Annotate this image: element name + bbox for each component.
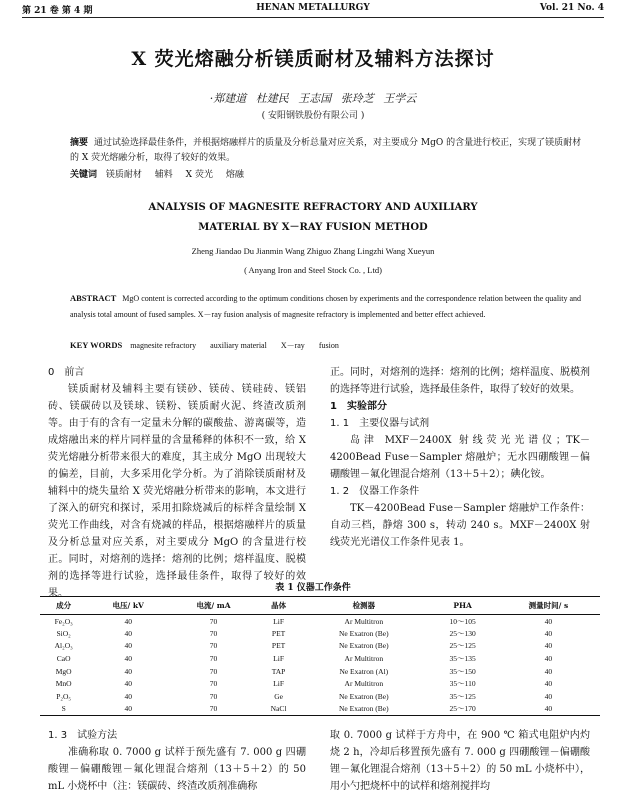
table-caption: 表 1 仪器工作条件 <box>275 583 351 593</box>
table-cell: 40 <box>544 704 553 714</box>
keyword-cn: 辅料 <box>154 170 173 180</box>
header-volume-en: Vol. 21 No. 4 <box>539 3 604 13</box>
header-volume: 第 21 卷 第 4 期 <box>22 6 93 16</box>
keyword-en: X－ray <box>280 341 305 350</box>
left-column-bottom <box>48 727 306 795</box>
intro-paragraph-cont: 正。同时，对熔剂的选择：熔剂的比例；熔样温度、脱模剂的选择等进行试验，选择最佳条件，取得了较好的效果。 <box>330 367 590 395</box>
table-cell: 40 <box>544 654 553 664</box>
table-row <box>40 640 600 653</box>
table-cell: Ne Exatron (Be) <box>339 641 389 651</box>
table-cell: Ar Multitron <box>344 654 384 664</box>
keywords-cn-label: 关键词 <box>70 170 98 180</box>
paper-title-en <box>0 198 626 238</box>
keyword-cn: 熔融 <box>225 170 244 180</box>
keywords-en-label: KEY WORDS <box>70 340 123 350</box>
table-row <box>40 665 600 678</box>
table-cell: 25～170 <box>449 704 476 714</box>
table-cell: S <box>61 704 66 714</box>
table-cell: 40 <box>124 616 132 626</box>
table-cell: 40 <box>124 691 132 701</box>
abstract-en-text: MgO content is corrected according to the optimum conditions chosen by experiments and the correspondence relation between the quality and analysis total amount of fused samples. X－ray fusion analysis of magnesite refractory is implemented and better effect achieved. <box>70 294 582 319</box>
table-cell: CaO <box>56 654 71 664</box>
table-cell: 70 <box>209 654 218 664</box>
right-column-bottom <box>330 727 590 795</box>
table-cell: 40 <box>124 666 132 676</box>
subsection-heading <box>48 727 306 744</box>
table-cell: 40 <box>544 691 553 701</box>
table-header: 测量时间/ s <box>528 601 569 610</box>
instruments-paragraph: 岛津 MXF－2400X 射线荧光光谱仪；TK－4200Bead Fuse－Sampler 熔融炉；无水四硼酸锂－偏硼酸锂－氟化锂混合熔剂（13＋5＋2）；碘化铵。 <box>330 435 590 480</box>
affiliation-en: ( Anyang Iron and Steel Stock Co. , Ltd) <box>244 265 382 275</box>
table-cell: 10～105 <box>449 616 476 626</box>
section-title: 试验方法 <box>77 730 118 741</box>
conditions-paragraph: TK－4200Bead Fuse－Sampler 熔融炉工作条件：自动三档，静熔 300 s，转动 240 s。MXF－2400X 射线荧光光谱仪工作条件见表 1。 <box>330 503 590 548</box>
table-cell: Ar Multitron <box>344 616 384 626</box>
table-row <box>40 615 600 628</box>
table-cell: 40 <box>544 628 553 638</box>
conditions-table <box>40 596 600 716</box>
table-header: 电流/ mA <box>196 601 231 610</box>
abstract-cn-text: 通过试验选择最佳条件，并根据熔融样片的质量及分析总量对应关系，对主要成分 MgO 的含量进行校正，实现了镁质耐材的 X 荧光熔融分析，取得了较好的效果。 <box>70 138 582 163</box>
section-title: 前言 <box>64 367 85 378</box>
table-cell: LiF <box>273 616 284 626</box>
table-cell: 70 <box>209 679 218 689</box>
section-number: 0 <box>48 367 55 378</box>
right-column <box>330 364 590 551</box>
paper-title: X 荧光熔融分析镁质耐材及辅料方法探讨 <box>131 48 495 70</box>
table-row <box>40 703 600 716</box>
section-title: 仪器工作条件 <box>359 486 420 497</box>
table-cell: Ne Exatron (Be) <box>339 628 389 638</box>
table-cell: 40 <box>124 679 132 689</box>
table-cell: Ne Exatron (Be) <box>339 704 389 714</box>
table-cell: MnO <box>55 679 72 689</box>
table-cell: LiF <box>273 679 284 689</box>
keyword-cn: 镁质耐材 <box>105 170 142 180</box>
table-cell: 70 <box>209 641 218 651</box>
keyword-en: auxiliary material <box>210 341 267 350</box>
table-cell: 40 <box>544 641 553 651</box>
table-row <box>40 627 600 640</box>
table-cell: 35～135 <box>449 654 476 664</box>
table-cell: P₂O₅ <box>56 691 72 701</box>
table-cell: Fe₂O₃ <box>54 616 73 626</box>
section-title: 主要仪器与试剂 <box>359 418 430 429</box>
table-cell: Ne Exatron (Be) <box>339 691 389 701</box>
abstract-en <box>70 290 590 323</box>
table-cell: 35～110 <box>449 679 476 689</box>
subsection-heading <box>330 483 590 500</box>
section-number: 1. 2 <box>330 486 350 497</box>
abstract-en-label: ABSTRACT <box>70 293 117 303</box>
table-cell: Ne Exatron (Al) <box>339 666 389 676</box>
table-row <box>40 690 600 703</box>
method-paragraph: 准确称取 0. 7000 g 试样于预先盛有 7. 000 g 四硼酸锂－偏硼酸锂－氟化锂混合熔剂（13＋5＋2）的 50 mL 小烧杯中（注：镁碳砖、终渣改质剂准确称 <box>48 747 306 792</box>
table-row <box>40 677 600 690</box>
section-heading <box>330 398 590 415</box>
keyword-cn: X 荧光 <box>185 170 213 180</box>
table-cell: 40 <box>124 641 132 651</box>
table-cell: Al₂O₃ <box>54 641 73 651</box>
section-number: 1. 1 <box>330 418 350 429</box>
table-cell: TAP <box>271 666 286 676</box>
table-cell: 35～125 <box>449 691 476 701</box>
table-cell: 35～150 <box>449 666 476 676</box>
subsection-heading <box>330 415 590 432</box>
section-heading <box>48 364 306 381</box>
table-header: 检测器 <box>352 601 376 610</box>
table-cell: 70 <box>209 691 218 701</box>
table-cell: 70 <box>209 704 218 714</box>
affiliation: ( 安阳钢铁股份有限公司 ) <box>261 111 365 121</box>
intro-paragraph: 镁质耐材及辅料主要有镁砂、镁砖、镁硅砖、镁铝砖、镁碳砖以及镁球、镁粉、镁质耐火泥、终渣改质剂等。由于有的含有一定量未分解的碳酸盐、游离碳等，造成熔融出来的样片同样量的含量稀释的体积不一致，给 X 荧光熔融分析带来很大的难度，其主成分 MgO 出现较大的偏差，目前，大多采用化学分析。为了消除镁质耐材及辅料中的烧失量给 X 荧光熔融分析带来的影响，本文进行了深入的研究和探讨，采用扣除烧减后的标样含量绘制 X 荧光工作曲线，对含有烧减的样品，根据熔融样片的质量及分析总量对应关系，对主要成分 MgO 的含量进行校正。同时，对熔剂的选择：熔剂的比例；熔样温度、脱模剂的选择等进行试验，选择最佳条件，取得了较好的效果。 <box>48 384 306 599</box>
table-header: 电压/ kV <box>112 601 144 610</box>
table-cell: 25～130 <box>449 628 476 638</box>
keywords-cn <box>70 168 590 183</box>
keywords-en <box>70 337 590 354</box>
table-cell: 40 <box>124 628 132 638</box>
table-cell: 70 <box>209 666 218 676</box>
method-paragraph-cont: 取 0. 7000 g 试样于方舟中，在 900 ℃ 箱式电阻炉内灼烧 2 h，冷却后移置预先盛有 7. 000 g 四硼酸锂－偏硼酸锂－氟化锂混合熔剂（13＋5＋2）的 50 mL 小烧杯中），用小勺把烧杯中的试样和熔剂搅拌均 <box>330 730 590 792</box>
header-journal: HENAN METALLURGY <box>256 3 370 13</box>
table-header-row <box>40 597 600 615</box>
keyword-en: magnesite refractory <box>130 341 197 350</box>
table-cell: 40 <box>544 679 553 689</box>
table-cell: 70 <box>209 616 218 626</box>
table-cell: PET <box>271 628 286 638</box>
table-cell: 40 <box>544 666 553 676</box>
table-header: 晶体 <box>271 601 287 610</box>
table-row <box>40 652 600 665</box>
section-number: 1 <box>330 401 337 412</box>
table-cell: 70 <box>209 628 218 638</box>
table-cell: SiO₂ <box>56 628 71 638</box>
table-cell: 40 <box>124 704 132 714</box>
table-cell: PET <box>271 641 286 651</box>
table-cell: 25～125 <box>449 641 476 651</box>
table-cell: MgO <box>55 666 72 676</box>
title-en-line: MATERIAL BY X－RAY FUSION METHOD <box>198 222 428 233</box>
table-cell: 40 <box>544 616 553 626</box>
table-cell: LiF <box>273 654 284 664</box>
section-number: 1. 3 <box>48 730 68 741</box>
table-cell: NaCl <box>270 704 287 714</box>
table-cell: Ge <box>274 691 283 701</box>
abstract-cn-label: 摘要 <box>70 138 89 148</box>
section-title: 实验部分 <box>346 401 387 412</box>
author-list-en: Zheng Jiandao Du Jianmin Wang Zhiguo Zhang Lingzhi Wang Xueyun <box>191 246 435 256</box>
running-header <box>22 0 604 18</box>
keyword-en: fusion <box>318 341 339 350</box>
table-cell: Ar Multitron <box>344 679 384 689</box>
table-header: 成分 <box>56 601 72 610</box>
title-en-line: ANALYSIS OF MAGNESITE REFRACTORY AND AUXILIARY <box>148 202 478 213</box>
table-header: PHA <box>453 601 472 610</box>
left-column <box>48 364 306 599</box>
table-cell: 40 <box>124 654 132 664</box>
abstract-cn <box>70 136 590 166</box>
author-list: ·郑建道 杜建民 王志国 张玲芝 王学云 <box>209 92 417 105</box>
